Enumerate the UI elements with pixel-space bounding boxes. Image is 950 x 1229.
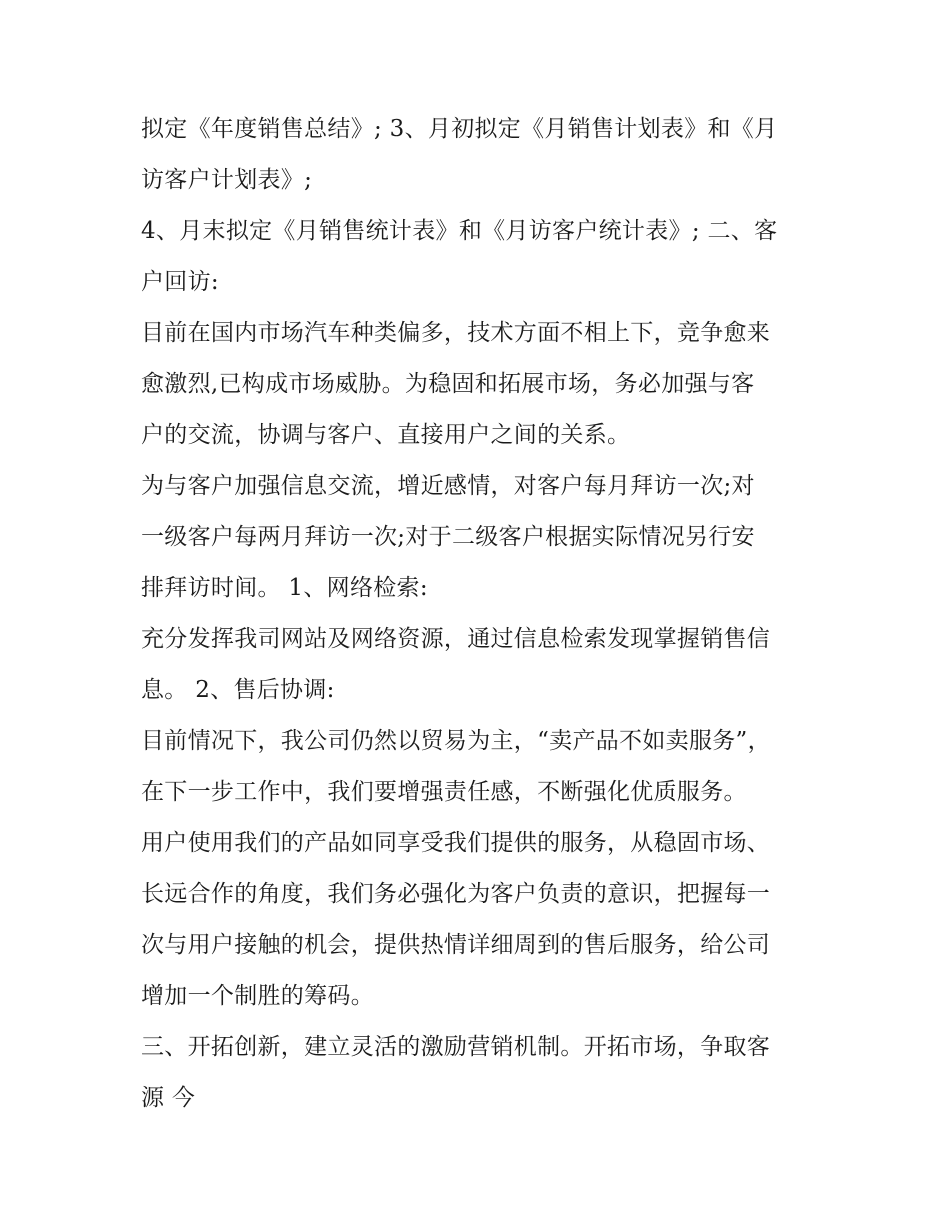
text-line: 4、月末拟定《月销售统计表》和《月访客户统计表》; 二、客 [141,218,778,244]
text-line: 访客户计划表》; [141,167,313,193]
text-line: 愈激烈,已构成市场威胁。为稳固和拓展市场，务必加强与客 [141,371,755,397]
text-line: 增加一个制胜的筹码。 [141,983,374,1009]
text-line: 排拜访时间。 1、网络检索: [141,575,428,601]
text-line: 一级客户每两月拜访一次;对于二级客户根据实际情况另行安 [141,524,755,550]
text-line: 充分发挥我司网站及网络资源，通过信息检索发现掌握销售信 [141,626,771,652]
text-line: 次与用户接触的机会，提供热情详细周到的售后服务，给公司 [141,932,771,958]
text-line: 三、开拓创新，建立灵活的激励营销机制。开拓市场，争取客 [141,1034,771,1060]
text-line: 户的交流，协调与客户、直接用户之间的关系。 [141,422,631,448]
text-line: 息。 2、售后协调: [141,677,335,703]
text-line: 在下一步工作中，我们要增强责任感，不断强化优质服务。 [141,779,747,805]
text-line: 户回访: [141,269,219,295]
text-line: 目前在国内市场汽车种类偏多，技术方面不相上下，竞争愈来 [141,320,771,346]
text-line: 拟定《年度销售总结》; 3、月初拟定《月销售计划表》和《月 [141,116,778,142]
text-line: 目前情况下，我公司仍然以贸易为主，“卖产品不如卖服务”， [141,728,771,754]
text-line: 为与客户加强信息交流，增近感情，对客户每月拜访一次;对 [141,473,755,499]
document-body [141,104,821,1124]
text-line: 长远合作的角度，我们务必强化为客户负责的意识，把握每一 [141,881,771,907]
text-line: 用户使用我们的产品如同享受我们提供的服务，从稳固市场、 [141,830,771,856]
text-line: 源 今 [141,1085,196,1111]
